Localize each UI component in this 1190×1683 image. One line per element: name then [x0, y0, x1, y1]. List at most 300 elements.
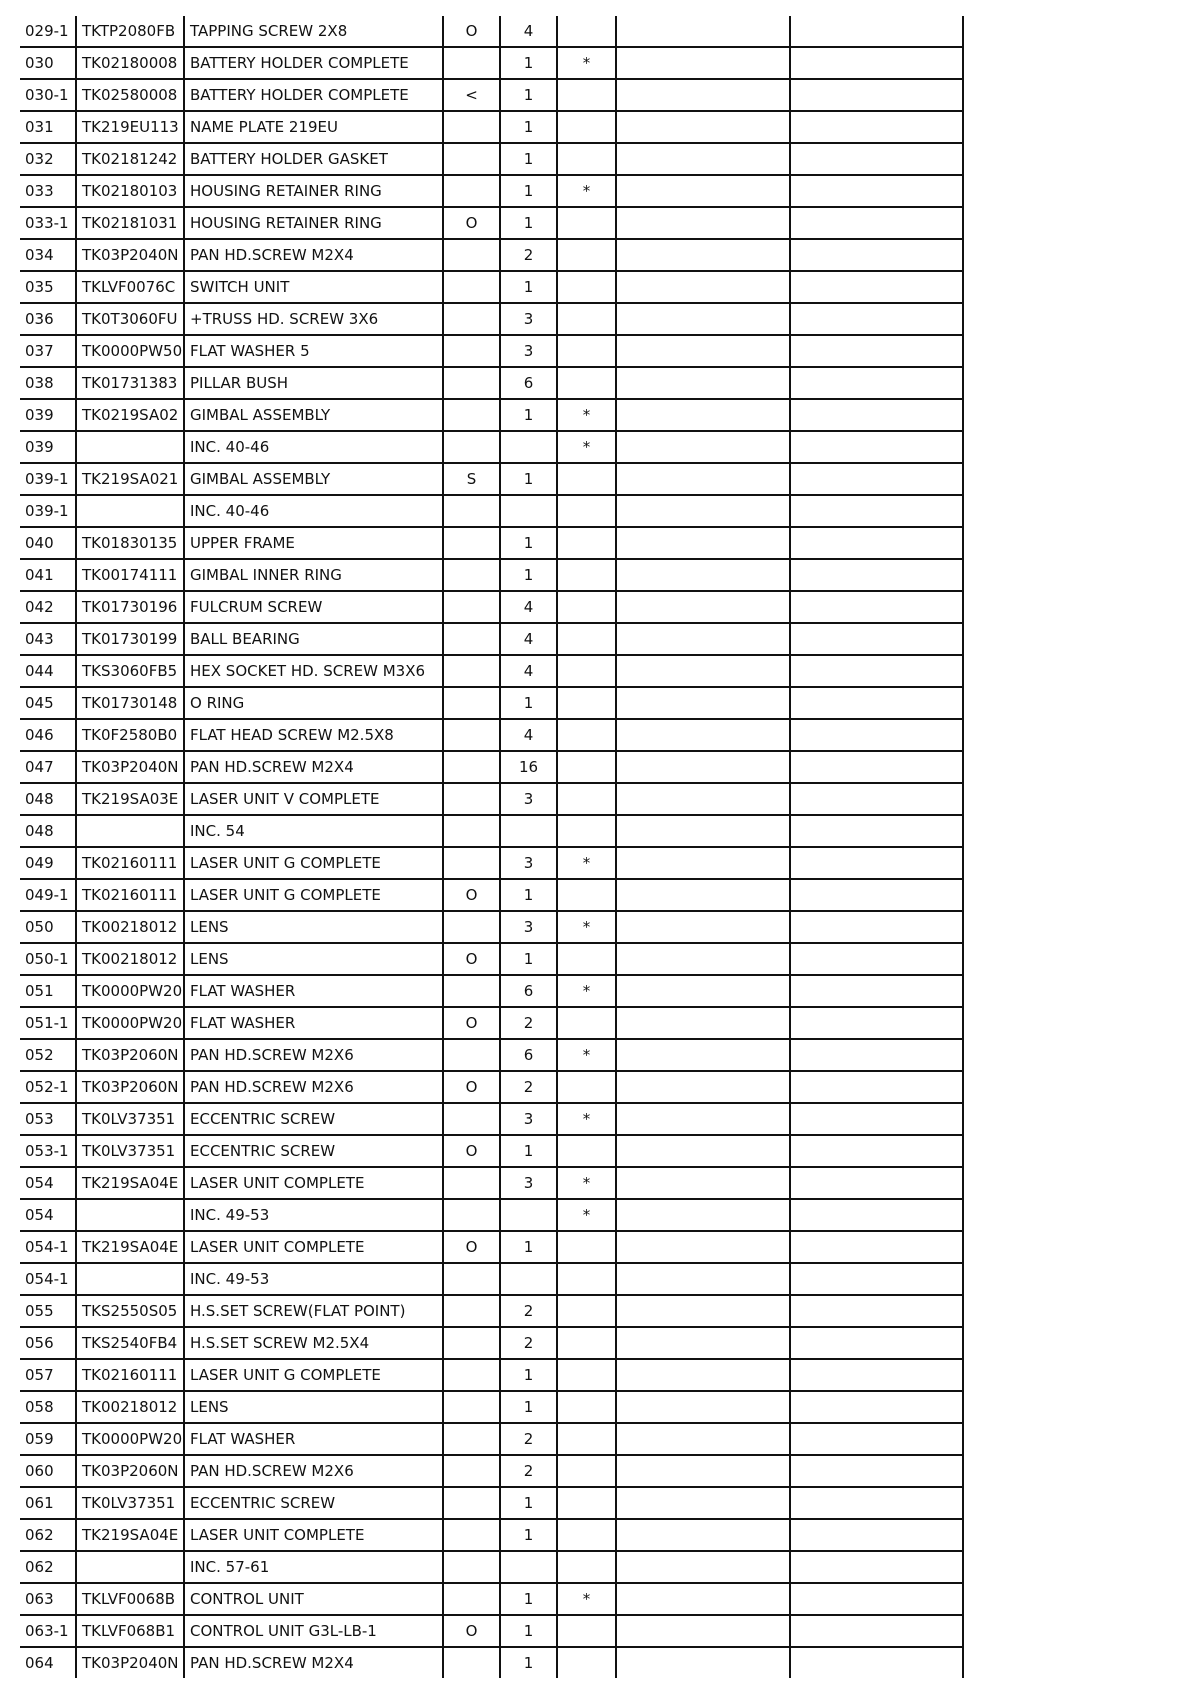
blank-cell-2: [790, 1167, 963, 1199]
blank-cell-1: [616, 751, 790, 783]
blank-cell-2: [790, 47, 963, 79]
blank-cell-1: [616, 1487, 790, 1519]
blank-cell-1: [616, 335, 790, 367]
blank-cell-1: [616, 879, 790, 911]
quantity-cell: 1: [500, 943, 557, 975]
item-number-cell: 055: [20, 1295, 76, 1327]
part-number-cell: TK0LV37351: [76, 1103, 184, 1135]
table-row: [20, 239, 963, 271]
part-number-cell: TK00174111: [76, 559, 184, 591]
mark-cell: O: [443, 1071, 500, 1103]
blank-cell-2: [790, 399, 963, 431]
blank-cell-1: [616, 527, 790, 559]
mark-cell: O: [443, 16, 500, 47]
item-number-cell: 051: [20, 975, 76, 1007]
quantity-cell: 3: [500, 1167, 557, 1199]
blank-cell-1: [616, 975, 790, 1007]
blank-cell-1: [616, 271, 790, 303]
mark-cell: [443, 1263, 500, 1295]
mark-cell: [443, 367, 500, 399]
mark-cell: [443, 1583, 500, 1615]
description-cell: INC. 57-61: [184, 1551, 443, 1583]
mark-cell: [443, 1327, 500, 1359]
item-number-cell: 029-1: [20, 16, 76, 47]
table-row: [20, 463, 963, 495]
part-number-cell: TK01730199: [76, 623, 184, 655]
item-number-cell: 034: [20, 239, 76, 271]
table-row: [20, 687, 963, 719]
blank-cell-2: [790, 16, 963, 47]
item-number-cell: 040: [20, 527, 76, 559]
table-row: [20, 1583, 963, 1615]
table-row: [20, 911, 963, 943]
blank-cell-2: [790, 1295, 963, 1327]
item-number-cell: 042: [20, 591, 76, 623]
table-row: [20, 143, 963, 175]
note-cell: [557, 1391, 616, 1423]
item-number-cell: 043: [20, 623, 76, 655]
blank-cell-2: [790, 1039, 963, 1071]
quantity-cell: 1: [500, 1647, 557, 1678]
mark-cell: [443, 239, 500, 271]
description-cell: INC. 40-46: [184, 431, 443, 463]
description-cell: PAN HD.SCREW M2X4: [184, 1647, 443, 1678]
description-cell: BATTERY HOLDER COMPLETE: [184, 47, 443, 79]
table-row: [20, 783, 963, 815]
table-row: [20, 815, 963, 847]
mark-cell: [443, 143, 500, 175]
blank-cell-2: [790, 431, 963, 463]
table-row: [20, 399, 963, 431]
blank-cell-2: [790, 1135, 963, 1167]
description-cell: CONTROL UNIT G3L-LB-1: [184, 1615, 443, 1647]
quantity-cell: 1: [500, 1231, 557, 1263]
table-row: [20, 751, 963, 783]
description-cell: ECCENTRIC SCREW: [184, 1487, 443, 1519]
item-number-cell: 048: [20, 783, 76, 815]
table-row: [20, 431, 963, 463]
blank-cell-2: [790, 943, 963, 975]
part-number-cell: TK03P2060N: [76, 1071, 184, 1103]
blank-cell-1: [616, 1519, 790, 1551]
description-cell: HEX SOCKET HD. SCREW M3X6: [184, 655, 443, 687]
part-number-cell: TK02160111: [76, 847, 184, 879]
note-cell: *: [557, 1167, 616, 1199]
table-row: [20, 1167, 963, 1199]
quantity-cell: 2: [500, 1071, 557, 1103]
description-cell: LASER UNIT G COMPLETE: [184, 1359, 443, 1391]
blank-cell-2: [790, 719, 963, 751]
blank-cell-2: [790, 367, 963, 399]
quantity-cell: 2: [500, 1423, 557, 1455]
item-number-cell: 059: [20, 1423, 76, 1455]
item-number-cell: 063-1: [20, 1615, 76, 1647]
item-number-cell: 062: [20, 1551, 76, 1583]
quantity-cell: 6: [500, 367, 557, 399]
part-number-cell: TK219SA04E: [76, 1167, 184, 1199]
blank-cell-1: [616, 1263, 790, 1295]
description-cell: LASER UNIT COMPLETE: [184, 1167, 443, 1199]
blank-cell-2: [790, 975, 963, 1007]
quantity-cell: [500, 1199, 557, 1231]
quantity-cell: 1: [500, 1615, 557, 1647]
table-row: [20, 207, 963, 239]
table-row: [20, 271, 963, 303]
mark-cell: [443, 1455, 500, 1487]
table-row: [20, 1519, 963, 1551]
blank-cell-2: [790, 239, 963, 271]
mark-cell: [443, 591, 500, 623]
description-cell: NAME PLATE 219EU: [184, 111, 443, 143]
table-row: [20, 1327, 963, 1359]
item-number-cell: 033-1: [20, 207, 76, 239]
table-row: [20, 527, 963, 559]
blank-cell-1: [616, 943, 790, 975]
note-cell: [557, 943, 616, 975]
mark-cell: [443, 1519, 500, 1551]
note-cell: [557, 463, 616, 495]
mark-cell: [443, 431, 500, 463]
table-row: [20, 1455, 963, 1487]
quantity-cell: 1: [500, 399, 557, 431]
description-cell: GIMBAL ASSEMBLY: [184, 463, 443, 495]
mark-cell: S: [443, 463, 500, 495]
note-cell: [557, 783, 616, 815]
blank-cell-2: [790, 911, 963, 943]
part-number-cell: TK00218012: [76, 911, 184, 943]
note-cell: [557, 879, 616, 911]
quantity-cell: 6: [500, 975, 557, 1007]
mark-cell: [443, 751, 500, 783]
blank-cell-1: [616, 1007, 790, 1039]
note-cell: [557, 303, 616, 335]
mark-cell: [443, 303, 500, 335]
table-row: [20, 1647, 963, 1678]
part-number-cell: TK00218012: [76, 943, 184, 975]
note-cell: *: [557, 1583, 616, 1615]
blank-cell-1: [616, 111, 790, 143]
note-cell: *: [557, 975, 616, 1007]
item-number-cell: 031: [20, 111, 76, 143]
note-cell: [557, 111, 616, 143]
part-number-cell: TK02160111: [76, 1359, 184, 1391]
part-number-cell: TK0219SA02: [76, 399, 184, 431]
quantity-cell: 1: [500, 1135, 557, 1167]
blank-cell-1: [616, 239, 790, 271]
note-cell: *: [557, 1039, 616, 1071]
description-cell: BALL BEARING: [184, 623, 443, 655]
part-number-cell: TK0000PW50: [76, 335, 184, 367]
item-number-cell: 052-1: [20, 1071, 76, 1103]
mark-cell: [443, 623, 500, 655]
part-number-cell: TK01730148: [76, 687, 184, 719]
part-number-cell: TK01730196: [76, 591, 184, 623]
quantity-cell: 1: [500, 1487, 557, 1519]
description-cell: HOUSING RETAINER RING: [184, 175, 443, 207]
note-cell: [557, 1647, 616, 1678]
part-number-cell: [76, 1263, 184, 1295]
part-number-cell: TK01830135: [76, 527, 184, 559]
part-number-cell: TK03P2060N: [76, 1039, 184, 1071]
description-cell: BATTERY HOLDER GASKET: [184, 143, 443, 175]
parts-list-body: [20, 16, 963, 1678]
blank-cell-1: [616, 431, 790, 463]
mark-cell: [443, 335, 500, 367]
mark-cell: [443, 559, 500, 591]
description-cell: PAN HD.SCREW M2X6: [184, 1455, 443, 1487]
blank-cell-1: [616, 47, 790, 79]
part-number-cell: [76, 495, 184, 527]
mark-cell: [443, 1391, 500, 1423]
note-cell: *: [557, 47, 616, 79]
blank-cell-2: [790, 687, 963, 719]
item-number-cell: 046: [20, 719, 76, 751]
description-cell: LASER UNIT G COMPLETE: [184, 879, 443, 911]
table-row: [20, 847, 963, 879]
mark-cell: [443, 815, 500, 847]
note-cell: [557, 655, 616, 687]
item-number-cell: 056: [20, 1327, 76, 1359]
blank-cell-2: [790, 1327, 963, 1359]
part-number-cell: TKS3060FB5: [76, 655, 184, 687]
note-cell: [557, 719, 616, 751]
blank-cell-2: [790, 879, 963, 911]
blank-cell-2: [790, 847, 963, 879]
note-cell: [557, 527, 616, 559]
blank-cell-2: [790, 1423, 963, 1455]
item-number-cell: 030-1: [20, 79, 76, 111]
description-cell: INC. 40-46: [184, 495, 443, 527]
table-row: [20, 47, 963, 79]
note-cell: [557, 1519, 616, 1551]
table-row: [20, 591, 963, 623]
description-cell: INC. 54: [184, 815, 443, 847]
table-row: [20, 559, 963, 591]
description-cell: SWITCH UNIT: [184, 271, 443, 303]
blank-cell-1: [616, 783, 790, 815]
blank-cell-2: [790, 1071, 963, 1103]
mark-cell: [443, 847, 500, 879]
part-number-cell: TK219EU113: [76, 111, 184, 143]
item-number-cell: 063: [20, 1583, 76, 1615]
part-number-cell: TK219SA04E: [76, 1519, 184, 1551]
item-number-cell: 053: [20, 1103, 76, 1135]
description-cell: H.S.SET SCREW(FLAT POINT): [184, 1295, 443, 1327]
quantity-cell: 1: [500, 207, 557, 239]
description-cell: HOUSING RETAINER RING: [184, 207, 443, 239]
mark-cell: O: [443, 943, 500, 975]
blank-cell-1: [616, 623, 790, 655]
table-row: [20, 79, 963, 111]
blank-cell-2: [790, 175, 963, 207]
blank-cell-2: [790, 463, 963, 495]
blank-cell-1: [616, 1103, 790, 1135]
blank-cell-2: [790, 1519, 963, 1551]
mark-cell: [443, 1487, 500, 1519]
part-number-cell: TK02180103: [76, 175, 184, 207]
item-number-cell: 062: [20, 1519, 76, 1551]
mark-cell: [443, 655, 500, 687]
table-row: [20, 111, 963, 143]
mark-cell: [443, 1423, 500, 1455]
item-number-cell: 033: [20, 175, 76, 207]
note-cell: [557, 1071, 616, 1103]
item-number-cell: 060: [20, 1455, 76, 1487]
item-number-cell: 057: [20, 1359, 76, 1391]
item-number-cell: 045: [20, 687, 76, 719]
note-cell: [557, 1135, 616, 1167]
note-cell: [557, 1455, 616, 1487]
item-number-cell: 049: [20, 847, 76, 879]
note-cell: [557, 1423, 616, 1455]
blank-cell-1: [616, 1551, 790, 1583]
quantity-cell: 2: [500, 1455, 557, 1487]
note-cell: *: [557, 847, 616, 879]
note-cell: *: [557, 1103, 616, 1135]
blank-cell-2: [790, 1359, 963, 1391]
table-row: [20, 1103, 963, 1135]
blank-cell-2: [790, 1455, 963, 1487]
quantity-cell: [500, 495, 557, 527]
note-cell: [557, 79, 616, 111]
blank-cell-1: [616, 1391, 790, 1423]
item-number-cell: 035: [20, 271, 76, 303]
quantity-cell: 2: [500, 1327, 557, 1359]
note-cell: *: [557, 1199, 616, 1231]
blank-cell-2: [790, 79, 963, 111]
quantity-cell: 3: [500, 911, 557, 943]
blank-cell-2: [790, 1391, 963, 1423]
blank-cell-1: [616, 1071, 790, 1103]
item-number-cell: 053-1: [20, 1135, 76, 1167]
description-cell: GIMBAL ASSEMBLY: [184, 399, 443, 431]
description-cell: PAN HD.SCREW M2X4: [184, 239, 443, 271]
quantity-cell: 16: [500, 751, 557, 783]
quantity-cell: 2: [500, 239, 557, 271]
item-number-cell: 047: [20, 751, 76, 783]
description-cell: FLAT WASHER: [184, 1007, 443, 1039]
item-number-cell: 039: [20, 399, 76, 431]
blank-cell-1: [616, 687, 790, 719]
blank-cell-2: [790, 655, 963, 687]
table-row: [20, 1007, 963, 1039]
description-cell: O RING: [184, 687, 443, 719]
description-cell: ECCENTRIC SCREW: [184, 1135, 443, 1167]
description-cell: GIMBAL INNER RING: [184, 559, 443, 591]
part-number-cell: TK03P2040N: [76, 1647, 184, 1678]
quantity-cell: 1: [500, 1359, 557, 1391]
blank-cell-2: [790, 207, 963, 239]
part-number-cell: TK0LV37351: [76, 1135, 184, 1167]
mark-cell: [443, 1167, 500, 1199]
part-number-cell: TKLVF0076C: [76, 271, 184, 303]
table-row: [20, 175, 963, 207]
description-cell: FLAT HEAD SCREW M2.5X8: [184, 719, 443, 751]
blank-cell-2: [790, 815, 963, 847]
blank-cell-2: [790, 271, 963, 303]
mark-cell: [443, 783, 500, 815]
note-cell: [557, 1263, 616, 1295]
description-cell: H.S.SET SCREW M2.5X4: [184, 1327, 443, 1359]
blank-cell-1: [616, 1199, 790, 1231]
blank-cell-1: [616, 591, 790, 623]
description-cell: PAN HD.SCREW M2X6: [184, 1039, 443, 1071]
quantity-cell: 1: [500, 1583, 557, 1615]
table-row: [20, 1135, 963, 1167]
part-number-cell: TKLVF0068B: [76, 1583, 184, 1615]
item-number-cell: 051-1: [20, 1007, 76, 1039]
blank-cell-2: [790, 1615, 963, 1647]
part-number-cell: TK02181031: [76, 207, 184, 239]
blank-cell-1: [616, 399, 790, 431]
mark-cell: [443, 1199, 500, 1231]
mark-cell: [443, 687, 500, 719]
item-number-cell: 037: [20, 335, 76, 367]
part-number-cell: TK219SA021: [76, 463, 184, 495]
part-number-cell: [76, 1551, 184, 1583]
mark-cell: <: [443, 79, 500, 111]
blank-cell-2: [790, 1007, 963, 1039]
note-cell: [557, 1615, 616, 1647]
description-cell: LASER UNIT G COMPLETE: [184, 847, 443, 879]
quantity-cell: 3: [500, 783, 557, 815]
blank-cell-1: [616, 1455, 790, 1487]
part-number-cell: TK219SA04E: [76, 1231, 184, 1263]
item-number-cell: 032: [20, 143, 76, 175]
part-number-cell: TKS2550S05: [76, 1295, 184, 1327]
mark-cell: [443, 1295, 500, 1327]
description-cell: LENS: [184, 911, 443, 943]
part-number-cell: TK01731383: [76, 367, 184, 399]
mark-cell: O: [443, 879, 500, 911]
table-row: [20, 1295, 963, 1327]
part-number-cell: TK0000PW20: [76, 1423, 184, 1455]
note-cell: [557, 207, 616, 239]
blank-cell-2: [790, 527, 963, 559]
table-row: [20, 1263, 963, 1295]
part-number-cell: TK03P2040N: [76, 239, 184, 271]
mark-cell: [443, 1103, 500, 1135]
quantity-cell: [500, 1263, 557, 1295]
blank-cell-1: [616, 463, 790, 495]
part-number-cell: TK0T3060FU: [76, 303, 184, 335]
blank-cell-1: [616, 655, 790, 687]
blank-cell-1: [616, 495, 790, 527]
part-number-cell: TK0000PW20: [76, 1007, 184, 1039]
mark-cell: O: [443, 207, 500, 239]
note-cell: [557, 495, 616, 527]
description-cell: INC. 49-53: [184, 1263, 443, 1295]
table-row: [20, 303, 963, 335]
mark-cell: [443, 399, 500, 431]
quantity-cell: [500, 815, 557, 847]
item-number-cell: 061: [20, 1487, 76, 1519]
item-number-cell: 030: [20, 47, 76, 79]
mark-cell: [443, 527, 500, 559]
item-number-cell: 036: [20, 303, 76, 335]
mark-cell: [443, 719, 500, 751]
mark-cell: [443, 271, 500, 303]
quantity-cell: 3: [500, 1103, 557, 1135]
item-number-cell: 064: [20, 1647, 76, 1678]
table-row: [20, 1359, 963, 1391]
note-cell: [557, 335, 616, 367]
mark-cell: [443, 111, 500, 143]
blank-cell-1: [616, 911, 790, 943]
note-cell: [557, 1487, 616, 1519]
mark-cell: [443, 1647, 500, 1678]
quantity-cell: 1: [500, 1391, 557, 1423]
